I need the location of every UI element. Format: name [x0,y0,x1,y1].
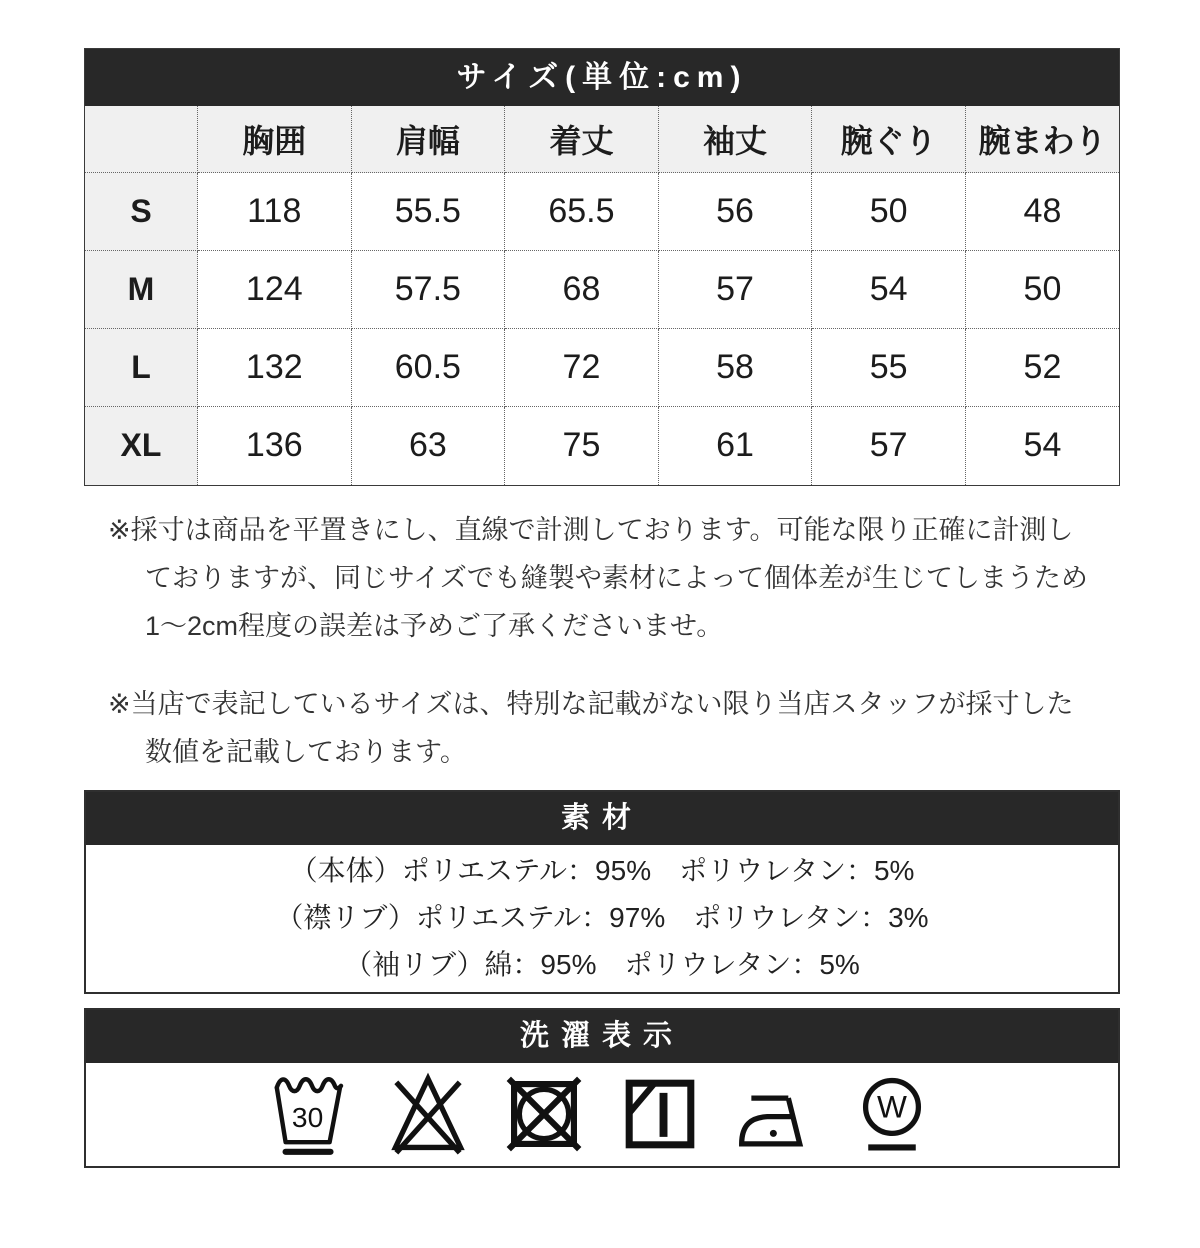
cell: 60.5 [351,329,505,407]
table-row [85,329,1119,407]
col-header-arm-width: 腕まわり [965,106,1119,173]
material-line-collar-rib: （襟リブ）ポリエステル：97% ポリウレタン：3% [275,901,929,933]
cell: 61 [658,407,812,485]
measurement-note [108,506,1120,650]
col-header-sleeve: 袖丈 [658,106,812,173]
note-line: ※当店で表記しているサイズは、特別な記載がない限り当店スタッフが採寸した [108,688,1074,719]
cell: 55 [812,329,966,407]
cell: 136 [198,407,352,485]
note-line: ※採寸は商品を平置きにし、直線で計測しております。可能な限り正確に計測し [108,514,1074,545]
cell: 50 [965,251,1119,329]
note-line: ておりますが、同じサイズでも縫製や素材によって個体差が生じてしまうため [145,562,1088,593]
material-title: 素材 [86,792,1118,845]
size-table [85,106,1119,485]
cell: 75 [505,407,659,485]
size-label: XL [85,407,198,485]
note-line: 数値を記載しております。 [145,736,467,767]
col-header-shoulder: 肩幅 [351,106,505,173]
svg-text:W: W [877,1088,907,1125]
material-lines [86,845,1118,992]
dry-in-shade-icon [616,1070,704,1158]
cell: 52 [965,329,1119,407]
size-label: M [85,251,198,329]
page [84,48,1120,1168]
material-line-sleeve-rib: （袖リブ）綿：95% ポリウレタン：5% [344,948,860,980]
wash-30-gentle-icon [268,1070,356,1158]
cell: 57 [658,251,812,329]
cell: 118 [198,173,352,251]
corner-cell [85,106,198,173]
cell: 57 [812,407,966,485]
size-table-section [84,48,1120,486]
cell: 48 [965,173,1119,251]
note-line: 1〜2cm程度の誤差は予めご了承くださいませ。 [145,610,724,641]
col-header-length: 着丈 [505,106,659,173]
material-line-body: （本体）ポリエステル：95% ポリウレタン：5% [289,854,915,886]
cell: 72 [505,329,659,407]
iron-low-heat-icon [732,1070,820,1158]
cell: 124 [198,251,352,329]
cell: 68 [505,251,659,329]
cell: 57.5 [351,251,505,329]
wash-care-icons [86,1063,1118,1166]
table-row [85,407,1119,485]
size-table-header-row [85,106,1119,173]
cell: 63 [351,407,505,485]
staff-measured-note [108,680,1120,776]
col-header-chest: 胸囲 [198,106,352,173]
size-label: L [85,329,198,407]
table-row [85,251,1119,329]
wet-cleaning-gentle-icon [848,1070,936,1158]
cell: 65.5 [505,173,659,251]
size-label: S [85,173,198,251]
cell: 56 [658,173,812,251]
cell: 50 [812,173,966,251]
size-table-title: サイズ(単位:cm) [85,49,1119,106]
col-header-armhole: 腕ぐり [812,106,966,173]
wash-care-section [84,1008,1120,1168]
cell: 54 [812,251,966,329]
svg-text:30: 30 [291,1101,324,1133]
do-not-tumble-dry-icon [500,1070,588,1158]
do-not-bleach-icon [384,1070,472,1158]
cell: 55.5 [351,173,505,251]
cell: 54 [965,407,1119,485]
wash-care-title: 洗濯表示 [86,1010,1118,1063]
table-row [85,173,1119,251]
material-section [84,790,1120,994]
cell: 132 [198,329,352,407]
cell: 58 [658,329,812,407]
